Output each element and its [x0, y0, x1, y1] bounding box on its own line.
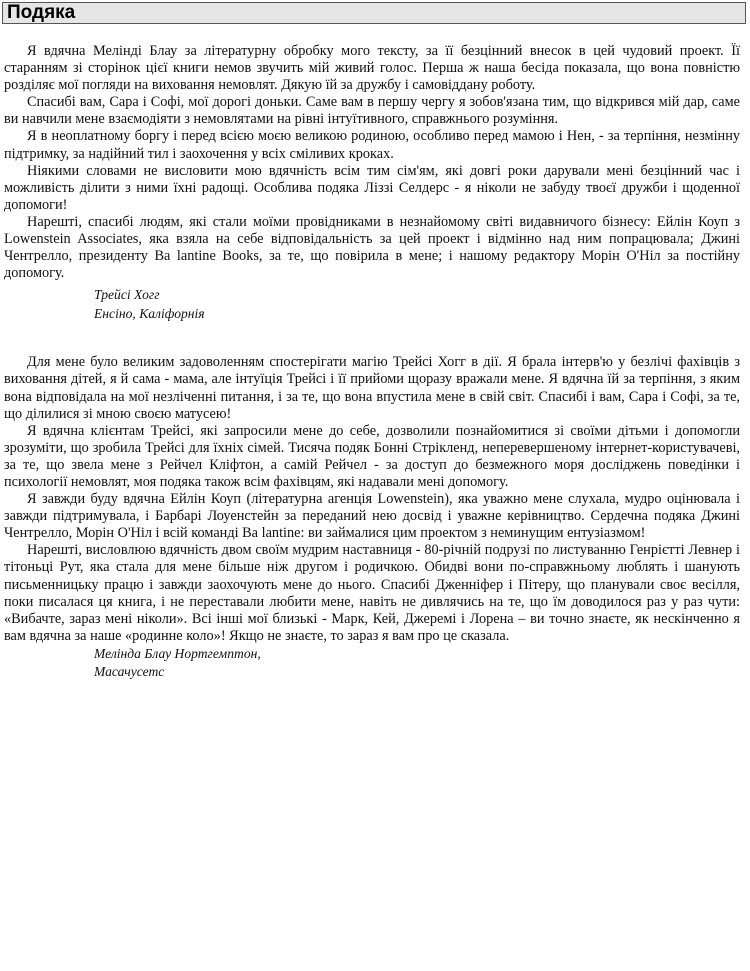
- paragraph: Нарешті, спасибі людям, які стали моїми провідниками в незнайомому світі видавничого бізнесу: Ейлін Коуп з Lowenstein Associates, яка взяла на себе відповідальність за цей проект і відмінно над ним попрацювала; Джині Чентрелло, президенту Ва lantine Books, за те, що повірила в мене; і нашому редактору Морін О'Ніл за постійну допомогу.: [4, 213, 740, 282]
- paragraph: Я вдячна Мелінді Блау за літературну обробку мого тексту, за її безцінний внесок в цей чудовий проект. Її старанням зі сторінок цієї книги немов звучить мій живий голос. Перша ж наша бесіда показала, що вона повністю розділяє мої погляди на виховання немовлят. Дякую їй за дружбу і самовіддану роботу.: [4, 43, 740, 94]
- section-spacer: [4, 323, 740, 354]
- paragraph: Спасибі вам, Сара і Софі, мої дорогі доньки. Саме вам в першу чергу я зобов'язана тим, що відкрився мій дар, саме ви навчили мене взаємодіяти з немовлятами на рівні інтуїтивного, справжнього розуміння.: [4, 94, 740, 128]
- paragraph: Нарешті, висловлюю вдячність двом своїм мудрим наставниця - 80-річній подрузі по листуванню Генрієтті Левнер і тітоньці Рут, яка стала для мене більше ніж другом і родичкою. Обидві вони по-справжньому люблять і шанують письменницьку працю і завжди заохочують мене до нього. Спасибі Дженніфер і Пітеру, що планували своє весілля, поки писалася ця книга, і не переставали любити мене, навіть не дивлячись на те, що їм доводилося раз у раз чути: «Вибачте, зараз мені ніколи». Всі інші мої близькі - Марк, Кей, Джеремі і Лорена – ви точно знаєте, як нескінченно я вам вдячна за наше «родинне коло»! Якщо не знаєте, то зараз я вам про це сказала.: [4, 542, 740, 644]
- paragraph: Я вдячна клієнтам Трейсі, які запросили мене до себе, дозволили познайомитися зі своїми дітьми і допомогли зрозуміти, що зробила Трейсі для їхніх сімей. Тисяча подяк Бонні Стрікленд, неперевершеному інтернет-користувачеві, за те, що звела мене з Рейчел Кліфтон, а самій Рейчел - за доступ до безмежного моря досліджень поведінки і психології немовлят, моя подяка також всім фахівцям, які надавали мені допомогу.: [4, 422, 740, 490]
- page-title: Подяка: [7, 2, 76, 23]
- signature-place: Енсіно, Каліфорнія: [94, 305, 205, 321]
- section-header-bar: [2, 2, 746, 24]
- paragraph: Ніякими словами не висловити мою вдячність всім тим сім'ям, які довгі роки дарували мені безцінний час і можливість ділити з ними їхні радощі. Особлива подяка Ліззі Селдерс - я ніколи не забуду твоєї дружби і щоденної допомоги!: [4, 162, 740, 213]
- document-body: [4, 43, 740, 682]
- paragraph: Я в неоплатному боргу і перед всією моєю великою родиною, особливо перед мамою і Нен, - за терпіння, незмінну підтримку, за надійний тил і заохочення у всіх сміливих кроках.: [4, 128, 740, 162]
- signature-name: Трейсі Хогг: [94, 287, 160, 303]
- paragraph: Для мене було великим задоволенням спостерігати магію Трейсі Хогг в дії. Я брала інтерв'ю у безлічі фахівців з виховання дітей, я й сама - мама, але інтуїція Трейсі і її прийоми щоразу вражали мене. Я вдячна їй за терпіння, з яким вона відповідала на мої незліченні питання, і за те, що вона впустила мене в свій світ. Спасибі і вам, Сара і Софі, за те, що ділилися зі мною своєю матусею!: [4, 354, 740, 422]
- signature-place: Масачусетс: [94, 664, 165, 680]
- acknowledgment-section-blau: [4, 354, 740, 682]
- signature-name: Мелінда Блау Нортгемптон,: [94, 645, 261, 661]
- acknowledgment-section-hogg: [4, 43, 740, 323]
- paragraph: Я завжди буду вдячна Ейлін Коуп (літературна агенція Lowenstein), яка уважно мене слухала, мудро оцінювала і завжди підтримувала, і Барбарі Лоуенстейн за переданий нею досвід і уважне керівництво. Сердечна подяка Джині Чентрелло, Морін О'Ніл і всій команді Ва lantine: ви займалися цим проектом з неминущим ентузіазмом!: [4, 491, 740, 542]
